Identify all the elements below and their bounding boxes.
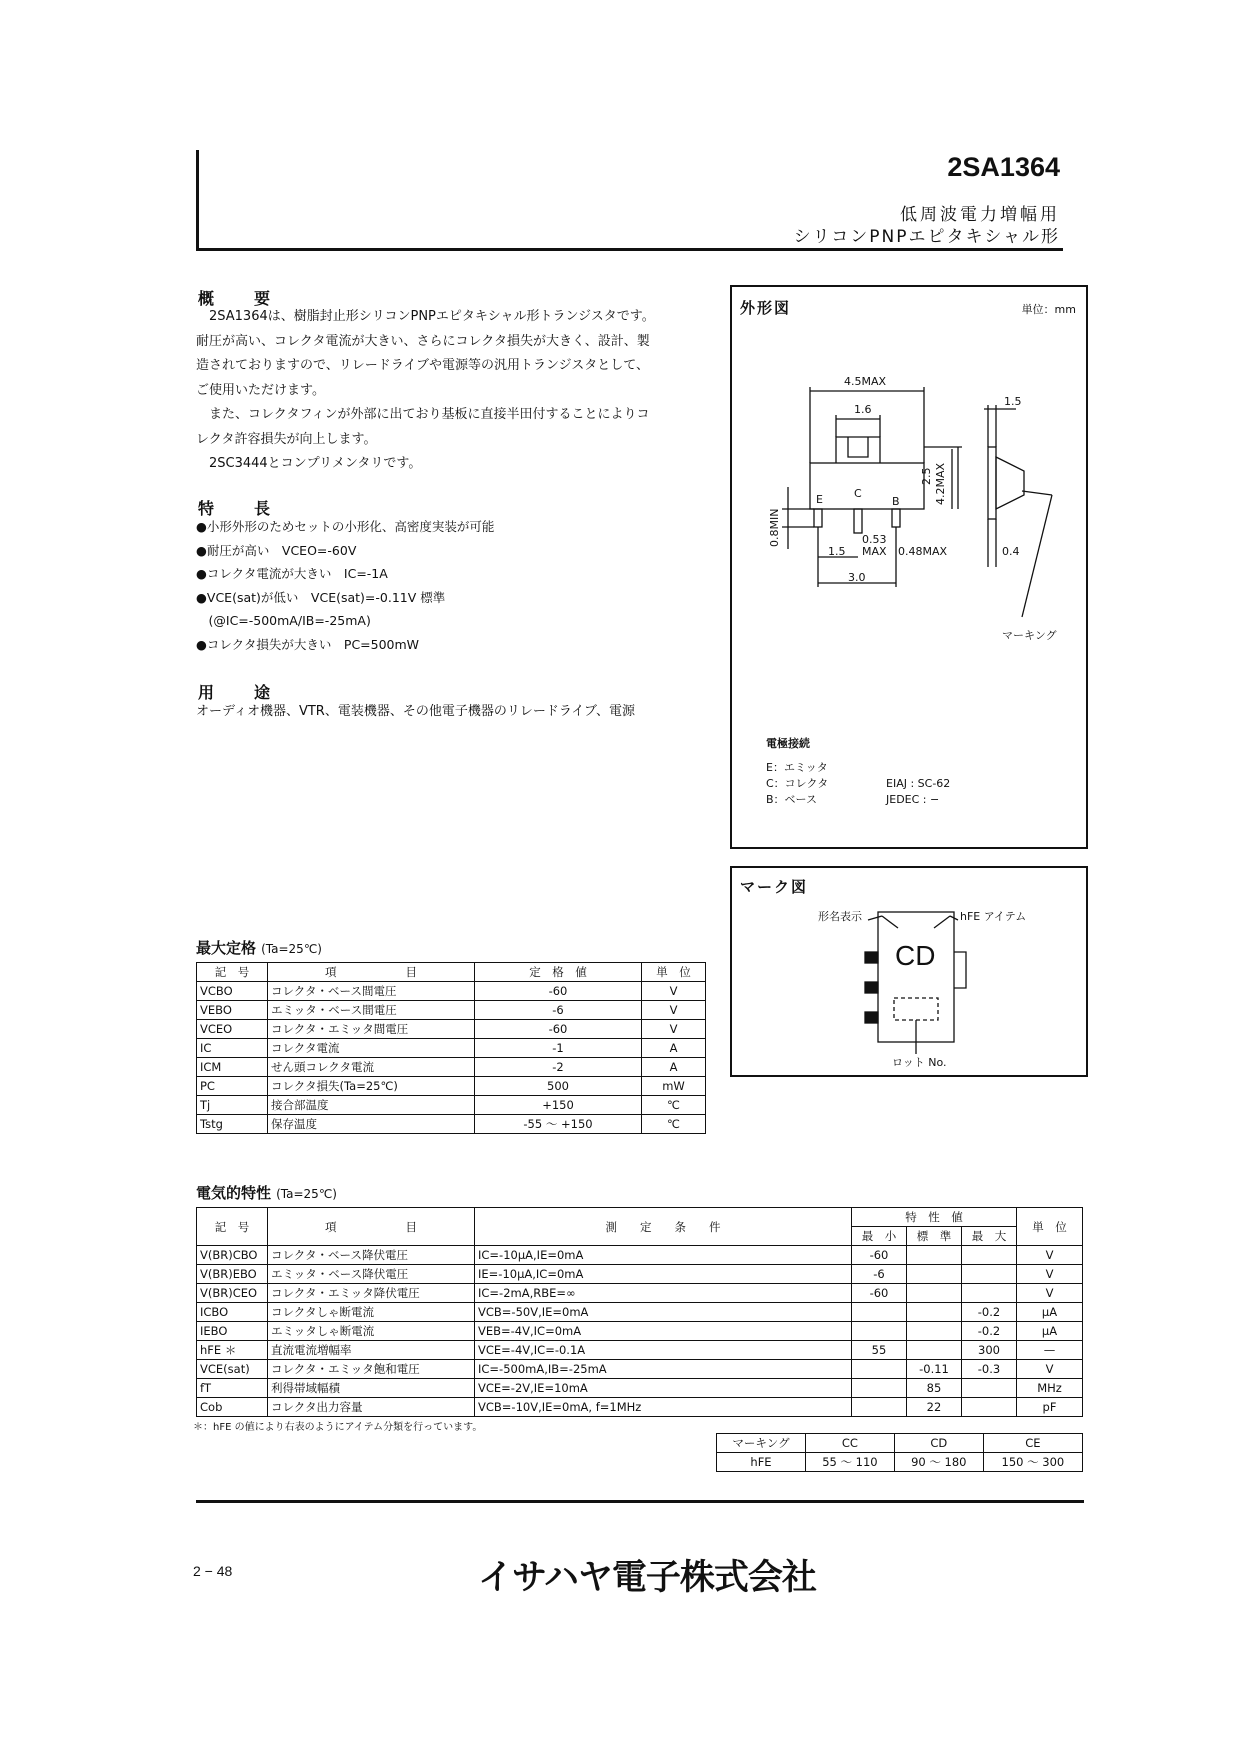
cell: 55 bbox=[852, 1341, 907, 1360]
package-outline-drawing bbox=[732, 287, 1086, 707]
part-number: 2SA1364 bbox=[947, 152, 1060, 182]
pin-label-b: B bbox=[892, 495, 900, 508]
electrical-cond: (Ta=25℃) bbox=[276, 1187, 337, 1201]
cell: V bbox=[642, 1001, 706, 1020]
cell: コレクタ損失(Ta=25℃) bbox=[268, 1077, 475, 1096]
outline-panel bbox=[730, 285, 1088, 849]
cell: V bbox=[1017, 1265, 1083, 1284]
table-row bbox=[197, 1303, 1083, 1322]
cell: VCEO bbox=[197, 1020, 268, 1039]
subtitle-type: シリコンPNPエピタキシャル形 bbox=[793, 227, 1060, 247]
cell: 直流電流増幅率 bbox=[268, 1341, 475, 1360]
overview-heading: 概 要 bbox=[198, 289, 283, 308]
cell: Tstg bbox=[197, 1115, 268, 1134]
jedec-label: JEDEC : − bbox=[886, 793, 940, 806]
lot-label: ロット No. bbox=[892, 1056, 947, 1069]
cell: Cob bbox=[197, 1398, 268, 1417]
outline-title: 外形図 bbox=[740, 299, 792, 317]
max-ratings-cond: (Ta=25℃) bbox=[261, 942, 322, 956]
cell: mW bbox=[642, 1077, 706, 1096]
footer-divider bbox=[196, 1500, 1084, 1503]
max-ratings-title: 最大定格 bbox=[196, 939, 257, 957]
marking-label: マーキング bbox=[1002, 629, 1057, 642]
cell: -60 bbox=[852, 1246, 907, 1265]
dim-label: 3.0 bbox=[848, 571, 866, 584]
table-row bbox=[197, 1077, 706, 1096]
table-row bbox=[197, 1322, 1083, 1341]
cell: 22 bbox=[907, 1398, 962, 1417]
cell: V bbox=[1017, 1246, 1083, 1265]
table-row bbox=[197, 1341, 1083, 1360]
header-cell: 標 準 bbox=[907, 1227, 962, 1246]
pin-label-e: E bbox=[816, 493, 823, 506]
table-header-row bbox=[197, 1208, 1083, 1227]
cell: 85 bbox=[907, 1379, 962, 1398]
dim-label: 1.5 bbox=[828, 545, 846, 558]
feature-item: ●小形外形のためセットの小形化、高密度実装が可能 bbox=[196, 519, 495, 534]
cell: VCE=-2V,IE=10mA bbox=[475, 1379, 852, 1398]
dim-label: 1.6 bbox=[854, 403, 872, 416]
header-cell: 項 目 bbox=[268, 963, 475, 982]
header-cell: 記 号 bbox=[197, 963, 268, 982]
overview-line: 2SC3444とコンプリメンタリです。 bbox=[196, 456, 422, 471]
cell: IE=-10μA,IC=0mA bbox=[475, 1265, 852, 1284]
cell: -1 bbox=[475, 1039, 642, 1058]
cell: -60 bbox=[475, 982, 642, 1001]
cell bbox=[852, 1379, 907, 1398]
table-row bbox=[197, 1020, 706, 1039]
cell: ℃ bbox=[642, 1115, 706, 1134]
hfe-classification-table bbox=[716, 1433, 1083, 1472]
cell: 90 ～ 180 bbox=[894, 1453, 983, 1472]
unit-label: 単位：mm bbox=[1021, 303, 1076, 316]
cell: IC=-500mA,IB=-25mA bbox=[475, 1360, 852, 1379]
cell: -0.11 bbox=[907, 1360, 962, 1379]
cell: V bbox=[1017, 1284, 1083, 1303]
hfe-item-label: hFE アイテム bbox=[960, 910, 1027, 923]
header-cell: 定 格 値 bbox=[475, 963, 642, 982]
header-cell: CD bbox=[894, 1434, 983, 1453]
connection-title: 電極接続 bbox=[766, 737, 810, 750]
cell: -60 bbox=[475, 1020, 642, 1039]
cell: V bbox=[642, 982, 706, 1001]
cell: コレクタ電流 bbox=[268, 1039, 475, 1058]
cell: VCE=-4V,IC=-0.1A bbox=[475, 1341, 852, 1360]
connection-list bbox=[766, 760, 828, 808]
applications-heading: 用 途 bbox=[198, 683, 283, 702]
cell: コレクタしゃ断電流 bbox=[268, 1303, 475, 1322]
table-row bbox=[197, 1265, 1083, 1284]
table-row bbox=[197, 1039, 706, 1058]
connection-item: E：エミッタ bbox=[766, 761, 828, 774]
cell bbox=[852, 1303, 907, 1322]
dim-label: 0.4 bbox=[1002, 545, 1020, 558]
cell: ICBO bbox=[197, 1303, 268, 1322]
feature-item: (@IC=-500mA/IB=-25mA) bbox=[196, 613, 371, 628]
cell: PC bbox=[197, 1077, 268, 1096]
table-row bbox=[197, 1246, 1083, 1265]
cell bbox=[962, 1379, 1017, 1398]
dim-label: 0.8MIN bbox=[768, 508, 781, 547]
cell bbox=[962, 1265, 1017, 1284]
header-cell: 特 性 値 bbox=[852, 1208, 1017, 1227]
header-cell: マーキング bbox=[717, 1434, 806, 1453]
cell: コレクタ・エミッタ降伏電圧 bbox=[268, 1284, 475, 1303]
overview-line: 造されておりますので、リレードライブや電源等の汎用トランジスタとして、 bbox=[196, 358, 649, 373]
pin-label-c: C bbox=[854, 487, 862, 500]
cell: IC=-2mA,RBE=∞ bbox=[475, 1284, 852, 1303]
cell: hFE bbox=[717, 1453, 806, 1472]
overview-line: 2SA1364は、樹脂封止形シリコンPNPエピタキシャル形トランジスタです。 bbox=[196, 309, 655, 324]
header-cell: 単 位 bbox=[1017, 1208, 1083, 1246]
cell: コレクタ出力容量 bbox=[268, 1398, 475, 1417]
cell: V bbox=[642, 1020, 706, 1039]
electrical-title-row bbox=[196, 1182, 337, 1203]
cell: ICM bbox=[197, 1058, 268, 1077]
cell: VCE(sat) bbox=[197, 1360, 268, 1379]
cell: ℃ bbox=[642, 1096, 706, 1115]
cell bbox=[907, 1265, 962, 1284]
cell: エミッタしゃ断電流 bbox=[268, 1322, 475, 1341]
cell: 利得帯域幅積 bbox=[268, 1379, 475, 1398]
table-row bbox=[717, 1453, 1083, 1472]
dim-label: MAX bbox=[862, 545, 887, 558]
table-row bbox=[197, 1360, 1083, 1379]
cell: V bbox=[1017, 1360, 1083, 1379]
table-row bbox=[197, 1115, 706, 1134]
cell bbox=[962, 1284, 1017, 1303]
cell: 150 ～ 300 bbox=[983, 1453, 1082, 1472]
cell: pF bbox=[1017, 1398, 1083, 1417]
standards bbox=[886, 776, 950, 808]
cell: μA bbox=[1017, 1322, 1083, 1341]
table-row bbox=[197, 982, 706, 1001]
cell: VEB=-4V,IC=0mA bbox=[475, 1322, 852, 1341]
cell: V(BR)EBO bbox=[197, 1265, 268, 1284]
table-row bbox=[197, 1398, 1083, 1417]
feature-item: ●コレクタ電流が大きい IC=-1A bbox=[196, 566, 388, 581]
cell: μA bbox=[1017, 1303, 1083, 1322]
header-cell: CE bbox=[983, 1434, 1082, 1453]
cell: — bbox=[1017, 1341, 1083, 1360]
mark-title: マーク図 bbox=[740, 878, 809, 896]
cell bbox=[907, 1284, 962, 1303]
cell: 接合部温度 bbox=[268, 1096, 475, 1115]
overview-line: ご使用いただけます。 bbox=[196, 382, 325, 398]
header-cell: 最 大 bbox=[962, 1227, 1017, 1246]
cell: V(BR)CBO bbox=[197, 1246, 268, 1265]
cell: IC bbox=[197, 1039, 268, 1058]
table-row bbox=[197, 1096, 706, 1115]
overview-line: レクタ許容損失が向上します。 bbox=[196, 431, 377, 447]
cell: コレクタ・エミッタ間電圧 bbox=[268, 1020, 475, 1039]
feature-item: ●耐圧が高い VCEO=-60V bbox=[196, 542, 357, 558]
dim-label: 4.2MAX bbox=[934, 462, 947, 505]
max-ratings-table bbox=[196, 962, 706, 1134]
dim-label: 0.48MAX bbox=[898, 545, 948, 558]
cell bbox=[907, 1341, 962, 1360]
cell: コレクタ・ベース降伏電圧 bbox=[268, 1246, 475, 1265]
electrical-title: 電気的特性 bbox=[196, 1184, 272, 1202]
cell: +150 bbox=[475, 1096, 642, 1115]
cell: -2 bbox=[475, 1058, 642, 1077]
cell: IC=-10μA,IE=0mA bbox=[475, 1246, 852, 1265]
mark-code: CD bbox=[895, 940, 936, 971]
cell: エミッタ・ベース降伏電圧 bbox=[268, 1265, 475, 1284]
cell: 保存温度 bbox=[268, 1115, 475, 1134]
header-cell: 記 号 bbox=[197, 1208, 268, 1246]
table-row bbox=[197, 1284, 1083, 1303]
cell: IEBO bbox=[197, 1322, 268, 1341]
subtitle-application: 低周波電力増幅用 bbox=[900, 205, 1060, 225]
cell: コレクタ・エミッタ飽和電圧 bbox=[268, 1360, 475, 1379]
table-header-row bbox=[717, 1434, 1083, 1453]
cell: VEBO bbox=[197, 1001, 268, 1020]
cell: A bbox=[642, 1039, 706, 1058]
feature-item: ●コレクタ損失が大きい PC=500mW bbox=[196, 636, 420, 652]
overview-text bbox=[196, 305, 716, 477]
features-heading: 特 長 bbox=[198, 499, 283, 518]
cell bbox=[852, 1322, 907, 1341]
cell: MHz bbox=[1017, 1379, 1083, 1398]
cell: A bbox=[642, 1058, 706, 1077]
table-row bbox=[197, 1379, 1083, 1398]
header-cell: 単 位 bbox=[642, 963, 706, 982]
page-number: 2 − 48 bbox=[193, 1563, 233, 1579]
header-cell: 最 小 bbox=[852, 1227, 907, 1246]
cell: せん頭コレクタ電流 bbox=[268, 1058, 475, 1077]
cell: -0.2 bbox=[962, 1322, 1017, 1341]
type-label: 形名表示 bbox=[818, 910, 862, 923]
cell: Tj bbox=[197, 1096, 268, 1115]
features-list bbox=[196, 515, 716, 656]
hfe-note: ＊：hFE の値により右表のようにアイテム分類を行っています。 bbox=[193, 1422, 483, 1433]
cell bbox=[852, 1360, 907, 1379]
cell bbox=[907, 1303, 962, 1322]
header-cell: 測 定 条 件 bbox=[475, 1208, 852, 1246]
header-cell: CC bbox=[806, 1434, 895, 1453]
cell bbox=[907, 1322, 962, 1341]
cell: -60 bbox=[852, 1284, 907, 1303]
overview-line: また、コレクタフィンが外部に出ており基板に直接半田付することによりコ bbox=[196, 407, 650, 422]
cell: コレクタ・ベース間電圧 bbox=[268, 982, 475, 1001]
cell: fT bbox=[197, 1379, 268, 1398]
cell: V(BR)CEO bbox=[197, 1284, 268, 1303]
cell: hFE ＊ bbox=[197, 1341, 268, 1360]
electrical-table bbox=[196, 1207, 1083, 1417]
cell bbox=[962, 1246, 1017, 1265]
cell: 55 ～ 110 bbox=[806, 1453, 895, 1472]
dim-label: 1.5 bbox=[1004, 395, 1022, 408]
cell: -6 bbox=[475, 1001, 642, 1020]
cell: VCBO bbox=[197, 982, 268, 1001]
table-row bbox=[197, 1001, 706, 1020]
table-header-row bbox=[197, 963, 706, 982]
eiaj-label: EIAJ : SC-62 bbox=[886, 777, 951, 790]
connection-item: B：ベース bbox=[766, 793, 817, 806]
cell: -6 bbox=[852, 1265, 907, 1284]
cell: 300 bbox=[962, 1341, 1017, 1360]
cell bbox=[907, 1246, 962, 1265]
cell: エミッタ・ベース間電圧 bbox=[268, 1001, 475, 1020]
cell: -55 ～ +150 bbox=[475, 1115, 642, 1134]
overview-line: 耐圧が高い、コレクタ電流が大きい、さらにコレクタ損失が大きく、設計、製 bbox=[196, 333, 650, 349]
cell: -0.2 bbox=[962, 1303, 1017, 1322]
connection-item: C：コレクタ bbox=[766, 777, 829, 790]
applications-text: オーディオ機器、VTR、電装機器、その他電子機器のリレードライブ、電源 bbox=[196, 704, 636, 719]
max-ratings-title-row bbox=[196, 937, 322, 958]
feature-item: ●VCE(sat)が低い VCE(sat)=-0.11V 標準 bbox=[196, 589, 446, 605]
cell: -0.3 bbox=[962, 1360, 1017, 1379]
dim-label: 4.5MAX bbox=[844, 375, 887, 388]
mark-diagram-panel bbox=[730, 866, 1088, 1077]
table-row bbox=[197, 1058, 706, 1077]
company-logo: イサハヤ電子株式会社 bbox=[478, 1558, 816, 1598]
cell bbox=[962, 1398, 1017, 1417]
cell: VCB=-10V,IE=0mA, f=1MHz bbox=[475, 1398, 852, 1417]
cell: VCB=-50V,IE=0mA bbox=[475, 1303, 852, 1322]
dim-label: 2.5 bbox=[920, 467, 933, 485]
header-cell: 項 目 bbox=[268, 1208, 475, 1246]
cell bbox=[852, 1398, 907, 1417]
dim-label: 0.53 bbox=[862, 533, 887, 546]
cell: 500 bbox=[475, 1077, 642, 1096]
